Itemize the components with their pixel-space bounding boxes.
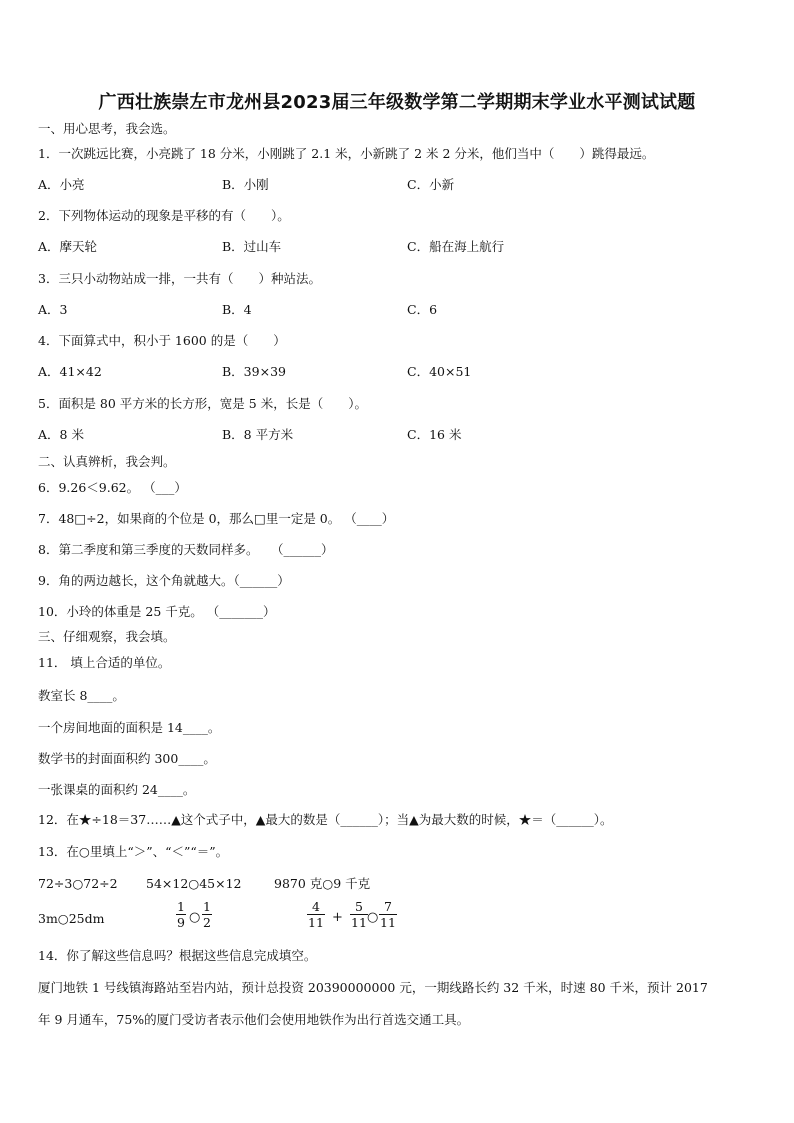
question-8: 8．第二季度和第三季度的天数同样多。 （______）: [38, 542, 334, 557]
question-10: 10．小玲的体重是 25 千克。 （_______）: [38, 604, 276, 619]
q3-option-c: C．6: [407, 302, 438, 317]
q11-line-2: 一个房间地面的面积是 14____。: [38, 720, 221, 735]
q5-option-b: B．8 平方米: [222, 427, 294, 442]
q4-option-a: A．41×42: [38, 364, 102, 379]
q13-item-3: 9870 克○9 千克: [274, 876, 371, 891]
q13-item-4: 3m○25dm: [38, 911, 105, 926]
q2-option-b: B．过山车: [222, 239, 282, 254]
question-3: 3．三只小动物站成一排，一共有（ ）种站法。: [38, 271, 321, 286]
question-4: 4．下面算式中，积小于 1600 的是（ ）: [38, 333, 286, 348]
fraction-1-9: 1 9: [177, 899, 185, 930]
q1-option-b: B．小刚: [222, 177, 269, 192]
compare-circle-1: ○: [189, 910, 201, 925]
section-heading-3: 三、仔细观察，我会填。: [38, 629, 176, 644]
q14-paragraph-line-1: 厦门地铁 1 号线镇海路站至岩内站，预计总投资 20390000000 元，一期线路长约 32 千米，时速 80 千米，预计 2017: [38, 980, 708, 995]
question-11: 11． 填上合适的单位。: [38, 655, 171, 670]
fraction-5-11: 5 11: [351, 899, 367, 930]
plus-sign: +: [332, 910, 343, 925]
fraction-1-2: 1 2: [203, 899, 211, 930]
q13-item-2: 54×12○45×12: [146, 876, 242, 891]
question-12: 12．在★÷18＝37……▲这个式子中，▲最大的数是（______）；当▲为最大数的时候，★＝（______）。: [38, 812, 613, 827]
q1-option-c: C．小新: [407, 177, 455, 192]
section-heading-1: 一、用心思考，我会选。: [38, 121, 176, 136]
question-13: 13．在○里填上“＞”、“＜”“＝”。: [38, 844, 229, 859]
q11-line-3: 数学书的封面面积约 300____。: [38, 751, 216, 766]
q1-option-a: A．小亮: [38, 177, 85, 192]
question-14: 14．你了解这些信息吗？根据这些信息完成填空。: [38, 948, 317, 963]
q3-option-b: B．4: [222, 302, 252, 317]
q2-option-c: C．船在海上航行: [407, 239, 505, 254]
q4-option-b: B．39×39: [222, 364, 286, 379]
q11-line-1: 教室长 8____。: [38, 688, 125, 703]
q13-item-1: 72÷3○72÷2: [38, 876, 118, 891]
question-1: 1．一次跳远比赛，小亮跳了 18 分米，小刚跳了 2.1 米，小新跳了 2 米 2 分米，他们当中（ ）跳得最远。: [38, 146, 655, 161]
q2-option-a: A．摩天轮: [38, 239, 98, 254]
compare-circle-2: ○: [367, 910, 379, 925]
question-9: 9．角的两边越长，这个角就越大。（______）: [38, 573, 290, 588]
fraction-4-11: 4 11: [308, 899, 324, 930]
page-title: 广西壮族崇左市龙州县2023届三年级数学第二学期期末学业水平测试试题: [98, 92, 696, 113]
question-7: 7．48□÷2，如果商的个位是 0，那么□里一定是 0。 （____）: [38, 511, 395, 526]
q14-paragraph-line-2: 年 9 月通车，75%的厦门受访者表示他们会使用地铁作为出行首选交通工具。: [38, 1012, 470, 1027]
fraction-7-11: 7 11: [380, 899, 396, 930]
q5-option-a: A．8 米: [38, 427, 84, 442]
q4-option-c: C．40×51: [407, 364, 472, 379]
question-5: 5．面积是 80 平方米的长方形，宽是 5 米，长是（ ）。: [38, 396, 367, 411]
q3-option-a: A．3: [38, 302, 68, 317]
question-6: 6．9.26＜9.62。 （___）: [38, 480, 187, 495]
section-heading-2: 二、认真辨析，我会判。: [38, 454, 176, 469]
question-2: 2．下列物体运动的现象是平移的有（ ）。: [38, 208, 290, 223]
q11-line-4: 一张课桌的面积约 24____。: [38, 782, 196, 797]
q5-option-c: C．16 米: [407, 427, 462, 442]
